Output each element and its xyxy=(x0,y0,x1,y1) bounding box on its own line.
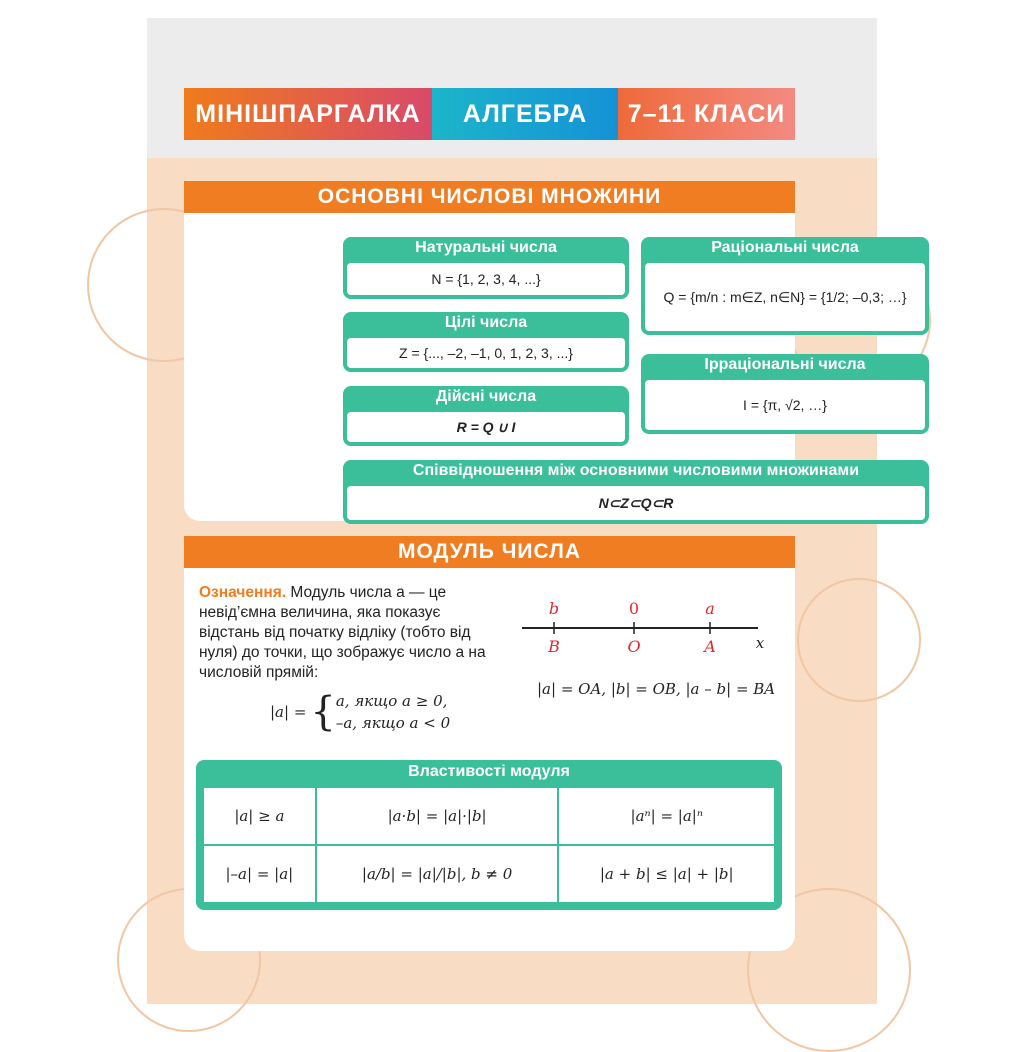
integers-box xyxy=(343,312,629,372)
modulus-formula xyxy=(270,690,450,734)
rational-numbers-title: Раціональні числа xyxy=(711,239,859,256)
label-a: a xyxy=(705,599,715,618)
properties-table xyxy=(202,786,776,904)
number-sets-heading: ОСНОВНІ ЧИСЛОВІ МНОЖИНИ xyxy=(184,181,795,213)
formula-cases xyxy=(336,690,450,734)
formula-brace: { xyxy=(310,689,336,735)
label-x: x xyxy=(755,634,765,652)
property-cell: |a| ≥ a xyxy=(203,787,316,845)
banner-subject: АЛГЕБРА xyxy=(432,88,618,140)
label-b: b xyxy=(548,599,560,618)
real-numbers-box xyxy=(343,386,629,446)
rational-numbers-box xyxy=(641,237,929,335)
axis-equation: |a| = OA, |b| = OB, |a – b| = BA xyxy=(537,680,776,698)
definition-text: Модуль числа a — це невід’ємна величина, яка показує відстань від початку відліку (тобто від нуля) до точки, що зображує число a на числовій прямій: xyxy=(199,584,486,681)
modulus-definition xyxy=(199,583,499,683)
number-line xyxy=(522,600,772,660)
formula-case-negative: –a, якщо a < 0 xyxy=(335,714,451,732)
property-cell: |aⁿ| = |a|ⁿ xyxy=(558,787,775,845)
table-row xyxy=(203,845,775,903)
property-cell: |a + b| ≤ |a| + |b| xyxy=(558,845,775,903)
rational-numbers-formula: Q = {m/n : m∈Z, n∈N} = {1/2; –0,3; …} xyxy=(645,263,925,331)
label-O: O xyxy=(627,637,641,656)
banner-title: МІНІШПАРГАЛКА xyxy=(184,88,432,140)
integers-title: Цілі числа xyxy=(444,314,528,331)
natural-numbers-box xyxy=(343,237,629,299)
property-cell: |a/b| = |a|/|b|, b ≠ 0 xyxy=(316,845,559,903)
label-B: B xyxy=(548,637,560,656)
decor-circle xyxy=(797,578,921,702)
integers-formula: Z = {..., –2, –1, 0, 1, 2, 3, ...} xyxy=(347,338,625,368)
table-row xyxy=(203,787,775,845)
irrational-numbers-title: Ірраціональні числа xyxy=(704,356,866,373)
definition-label: Означення. xyxy=(199,584,287,601)
irrational-numbers-box xyxy=(641,354,929,434)
formula-case-positive: a, якщо a ≥ 0, xyxy=(335,692,448,710)
natural-numbers-formula: N = {1, 2, 3, 4, ...} xyxy=(347,263,625,295)
real-numbers-title: Дійсні числа xyxy=(435,388,537,405)
sets-relation-title: Співвідношення між основними числовими множинами xyxy=(412,462,860,479)
modulus-properties xyxy=(196,760,782,910)
title-banner xyxy=(184,88,795,140)
sets-relation-box xyxy=(343,460,929,524)
natural-numbers-title: Натуральні числа xyxy=(415,239,557,256)
formula-lhs: |a| = xyxy=(270,703,307,721)
property-cell: |–a| = |a| xyxy=(203,845,316,903)
banner-grades: 7–11 КЛАСИ xyxy=(618,88,795,140)
label-zero: 0 xyxy=(628,599,640,618)
sets-relation-formula: N⊂Z⊂Q⊂R xyxy=(347,486,925,520)
real-numbers-formula: R = Q ∪ I xyxy=(347,412,625,442)
properties-title: Властивості модуля xyxy=(408,763,570,780)
property-cell: |a·b| = |a|·|b| xyxy=(316,787,559,845)
label-A: A xyxy=(704,637,716,656)
irrational-numbers-formula: I = {π, √2, …} xyxy=(645,380,925,430)
modulus-heading: МОДУЛЬ ЧИСЛА xyxy=(184,536,795,568)
